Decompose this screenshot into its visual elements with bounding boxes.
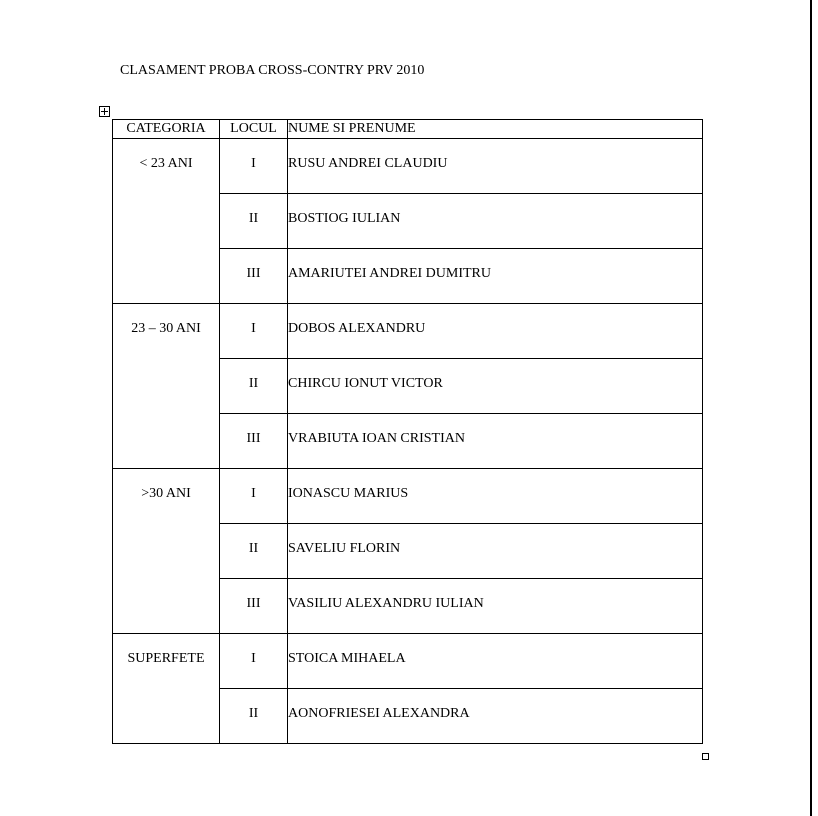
table-row — [113, 304, 703, 359]
table-resize-handle-icon[interactable] — [702, 753, 709, 760]
place-cell: III — [220, 414, 288, 469]
place-cell: I — [220, 139, 288, 194]
place-cell: II — [220, 194, 288, 249]
header-name: NUME SI PRENUME — [288, 120, 703, 139]
name-cell: CHIRCU IONUT VICTOR — [288, 359, 703, 414]
name-cell: IONASCU MARIUS — [288, 469, 703, 524]
name-cell: BOSTIOG IULIAN — [288, 194, 703, 249]
category-cell: 23 – 30 ANI — [113, 304, 220, 469]
name-cell: STOICA MIHAELA — [288, 634, 703, 689]
place-cell: I — [220, 469, 288, 524]
table-header-row — [113, 120, 703, 139]
place-cell: II — [220, 359, 288, 414]
table-row — [113, 469, 703, 524]
table-row — [113, 634, 703, 689]
results-table — [112, 119, 703, 744]
category-cell: < 23 ANI — [113, 139, 220, 304]
name-cell: SAVELIU FLORIN — [288, 524, 703, 579]
name-cell: RUSU ANDREI CLAUDIU — [288, 139, 703, 194]
place-cell: III — [220, 249, 288, 304]
place-cell: I — [220, 634, 288, 689]
page-right-edge — [810, 0, 812, 816]
place-cell: II — [220, 524, 288, 579]
table-move-handle-icon[interactable] — [99, 106, 110, 117]
name-cell: DOBOS ALEXANDRU — [288, 304, 703, 359]
table-row — [113, 139, 703, 194]
name-cell: AONOFRIESEI ALEXANDRA — [288, 689, 703, 744]
place-cell: I — [220, 304, 288, 359]
name-cell: AMARIUTEI ANDREI DUMITRU — [288, 249, 703, 304]
place-cell: II — [220, 689, 288, 744]
category-cell: >30 ANI — [113, 469, 220, 634]
place-cell: III — [220, 579, 288, 634]
name-cell: VRABIUTA IOAN CRISTIAN — [288, 414, 703, 469]
header-place: LOCUL — [220, 120, 288, 139]
header-category: CATEGORIA — [113, 120, 220, 139]
name-cell: VASILIU ALEXANDRU IULIAN — [288, 579, 703, 634]
document-title: CLASAMENT PROBA CROSS-CONTRY PRV 2010 — [120, 63, 425, 78]
category-cell: SUPERFETE — [113, 634, 220, 744]
